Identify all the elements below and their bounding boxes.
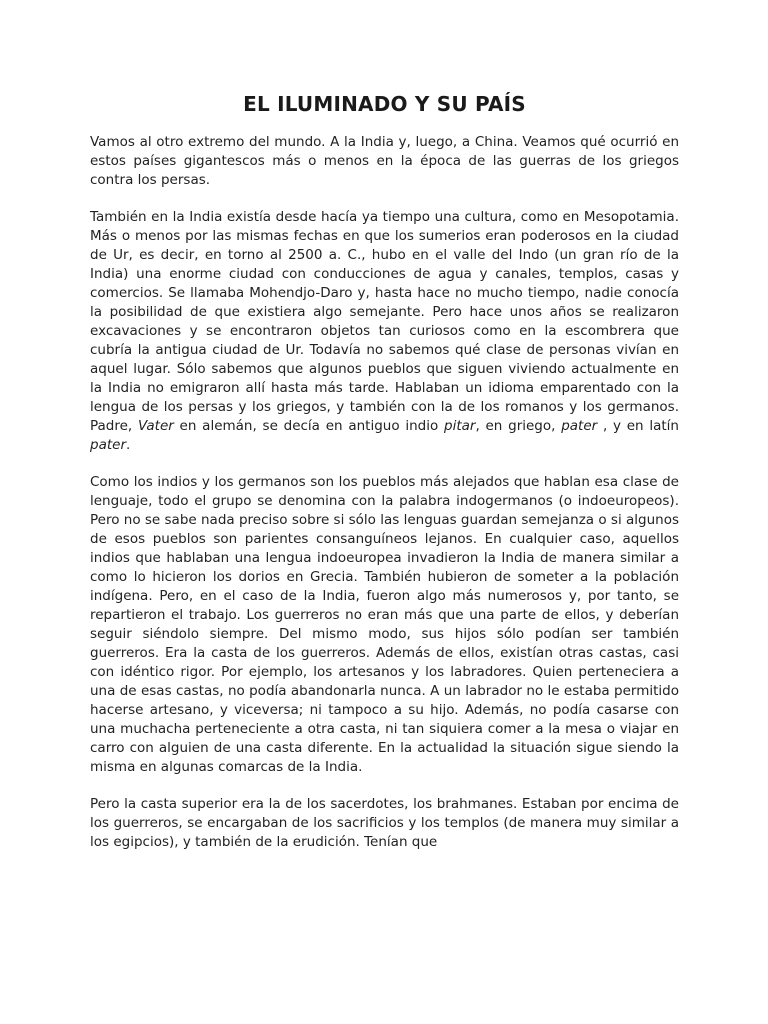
document-title: EL ILUMINADO Y SU PAÍS bbox=[243, 92, 526, 116]
document-page bbox=[90, 92, 679, 870]
paragraph-2-text-c: , en griego, bbox=[475, 418, 562, 434]
word-pitar: pitar bbox=[444, 418, 476, 434]
paragraph-2 bbox=[90, 208, 679, 455]
paragraph-4: Pero la casta superior era la de los sacerdotes, los brahmanes. Estaban por encima de los guerreros, se encargaban de los sacrificios y los templos (de manera muy similar a los egipcios), y también de la erudición. Tenían que bbox=[90, 796, 679, 850]
word-pater-latin: pater bbox=[90, 437, 126, 453]
paragraph-2-text-a: También en la India existía desde hacía ya tiempo una cultura, como en Mesopotamia. Más o menos por las mismas fechas en que los sumerios eran poderosos en la ciudad de Ur, es decir, en torno al 2500 a. C., hubo en el valle del Indo (un gran río de la India) una enorme ciudad con conducciones de agua y canales, templos, casas y comercios. Se llamaba Mohendjo-Daro y, hasta hace no mucho tiempo, nadie conocía la posibilidad de que existiera algo semejante. Pero hace unos años se realizaron excavaciones y se encontraron objetos tan curiosos como en la escombrera que cubría la antigua ciudad de Ur. Todavía no sabemos qué clase de personas vivían en aquel lugar. Sólo sabemos que algunos pueblos que siguen viviendo actualmente en la India no emigraron allí hasta más tarde. Hablaban un idioma emparentado con la lengua de los persas y los griegos, y también con la de los romanos y los germanos. Padre, bbox=[90, 209, 679, 434]
paragraph-3: Como los indios y los germanos son los pueblos más alejados que hablan esa clase de lenguaje, todo el grupo se denomina con la palabra indogermanos (o indoeuropeos). Pero no se sabe nada preciso sobre si sólo las lenguas guardan semejanza o si algunos de esos pueblos son parientes consanguíneos lejanos. En cualquier caso, aquellos indios que hablaban una lengua indoeuropea invadieron la India de manera similar a como lo hicieron los dorios en Grecia. También hubieron de someter a la población indígena. Pero, en el caso de la India, fueron algo más numerosos y, por tanto, se repartieron el trabajo. Los guerreros no eran más que una parte de ellos, y deberían seguir siéndolo siempre. Del mismo modo, sus hijos sólo podían ser también guerreros. Era la casta de los guerreros. Además de ellos, existían otras castas, casi con idéntico rigor. Por ejemplo, los artesanos y los labradores. Quien perteneciera a una de esas castas, no podía abandonarla nunca. A un labrador no le estaba permitido hacerse artesano, y viceversa; ni tampoco a su hijo. Además, no podía casarse con una muchacha perteneciente a otra casta, ni tan siquiera comer a la mesa o viajar en carro con alguien de una casta diferente. En la actualidad la situación sigue siendo la misma en algunas comarcas de la India. bbox=[90, 474, 679, 775]
paragraph-2-text-d: , y en latín bbox=[597, 418, 679, 434]
word-vater: Vater bbox=[138, 418, 174, 434]
word-pater-greek: pater bbox=[561, 418, 598, 434]
paragraph-1: Vamos al otro extremo del mundo. A la India y, luego, a China. Veamos qué ocurrió en estos países gigantescos más o menos en la época de las guerras de los griegos contra los persas. bbox=[90, 134, 679, 188]
paragraph-2-text-e: . bbox=[126, 437, 131, 453]
paragraph-2-text-b: en alemán, se decía en antiguo indio bbox=[173, 418, 445, 434]
